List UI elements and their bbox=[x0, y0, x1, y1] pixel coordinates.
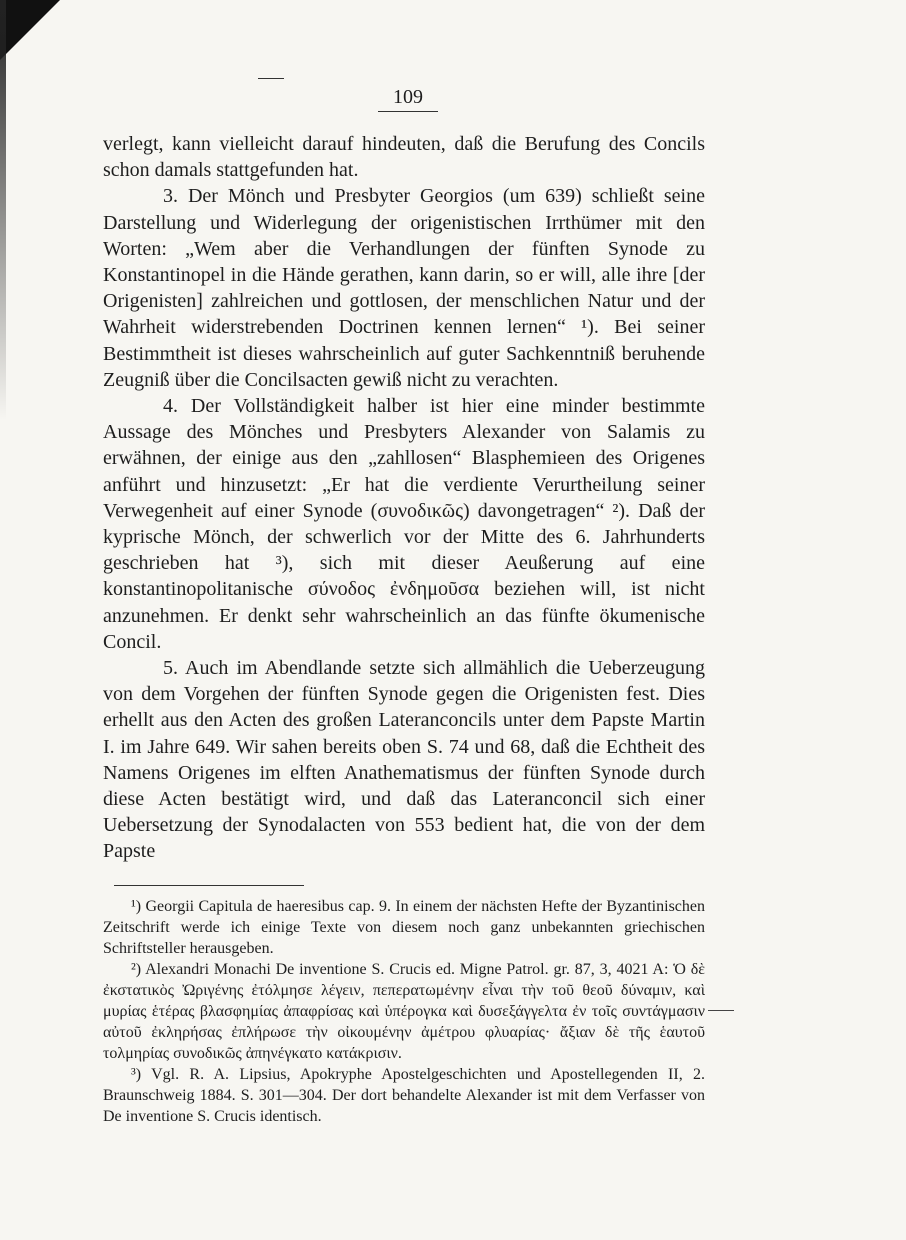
paragraph-continuation: verlegt, kann vielleicht darauf hindeuten, daß die Berufung des Concils schon damals stattgefunden hat. bbox=[103, 133, 705, 182]
margin-mark bbox=[708, 1010, 734, 1011]
footnotes bbox=[103, 896, 705, 1127]
page-number: 109 bbox=[378, 86, 438, 112]
paragraph-5: 5. Auch im Abendlande setzte sich allmählich die Ueberzeugung von dem Vorgehen der fünften Synode gegen die Origenisten fest. Dies erhellt aus den Acten des großen Lateranconcils unter dem Papste Martin I. im Jahre 649. Wir sahen bereits oben S. 74 und 68, daß die Echtheit des Namens Origenes im elften Anathematismus der fünften Synode durch diese Acten bestätigt wird, und daß das Lateranconcil sich einer Uebersetzung der Synodalacten von 553 bedient hat, die von der dem Papste bbox=[103, 657, 705, 863]
footnote-3: ³) Vgl. R. A. Lipsius, Apokryphe Apostelgeschichten und Apostellegenden II, 2. Braunschweig 1884. S. 301—304. Der dort behandelte Alexander ist mit dem Verfasser von De inventione S. Crucis identisch. bbox=[103, 1066, 705, 1125]
paragraph-3: 3. Der Mönch und Presbyter Georgios (um 639) schließt seine Darstellung und Widerlegung der origenistischen Irrthümer mit den Worten: „Wem aber die Verhandlungen der fünften Synode zu Konstantinopel in die Hände gerathen, kann darin, so er will, alle ihre [der Origenisten] zahlreichen und gottlosen, der menschlichen Natur und der Wahrheit widerstrebenden Doctrinen kennen lernen“ ¹). Bei seiner Bestimmtheit ist dieses wahrscheinlich auf guter Sachkenntniß beruhende Zeugniß über die Concilsacten gewiß nicht zu verachten. bbox=[103, 185, 705, 391]
main-text bbox=[103, 131, 705, 865]
footnote-1: ¹) Georgii Capitula de haeresibus cap. 9. In einem der nächsten Hefte der Byzantinischen Zeitschrift werde ich einige Texte von diesem noch ganz unbekannten griechischen Schriftsteller herausgeben. bbox=[103, 898, 705, 957]
footnote-rule bbox=[114, 885, 304, 886]
header-rule bbox=[258, 78, 284, 79]
footnote-2: ²) Alexandri Monachi De inventione S. Crucis ed. Migne Patrol. gr. 87, 3, 4021 A: Ὁ δὲ ἐκστατικὸς Ὠριγένης ἐτόλμησε λέγειν, πεπερατωμένην εἶναι τὴν τοῦ θεοῦ δύναμιν, καὶ μυρίας ἑτέρας βλασφημίας ἀπαφρίσας καὶ ὑπέρογκα καὶ δυσεξάγγελτα ἐν τοῖς συντάγμασιν αὐτοῦ ἐκληρήσας ἐπλήρωσε τὴν οἰκουμένην ἀμέτρου φλυαρίας· ἄξιαν δὲ τῆς ἑαυτοῦ τολμηρίας συνοδικῶς ἀπηνέγκατο κατάκρισιν. bbox=[103, 961, 705, 1062]
scan-left-edge-shadow bbox=[0, 0, 6, 420]
paragraph-4: 4. Der Vollständigkeit halber ist hier eine minder bestimmte Aussage des Mönches und Presbyters Alexander von Salamis zu erwähnen, der einige aus den „zahllosen“ Blasphemieen des Origenes anführt und hinzusetzt: „Er hat die verdiente Verurtheilung seiner Verwegenheit auf einer Synode (συνοδικῶς) davongetragen“ ²). Daß der kyprische Mönch, der schwerlich vor der Mitte des 6. Jahrhunderts geschrieben hat ³), sich mit dieser Aeußerung auf eine konstantinopolitanische σύνοδος ἐνδημοῦσα beziehen will, ist nicht anzunehmen. Er denkt sehr wahrscheinlich an das fünfte ökumenische Concil. bbox=[103, 395, 705, 653]
scan-corner-mark bbox=[0, 0, 60, 60]
